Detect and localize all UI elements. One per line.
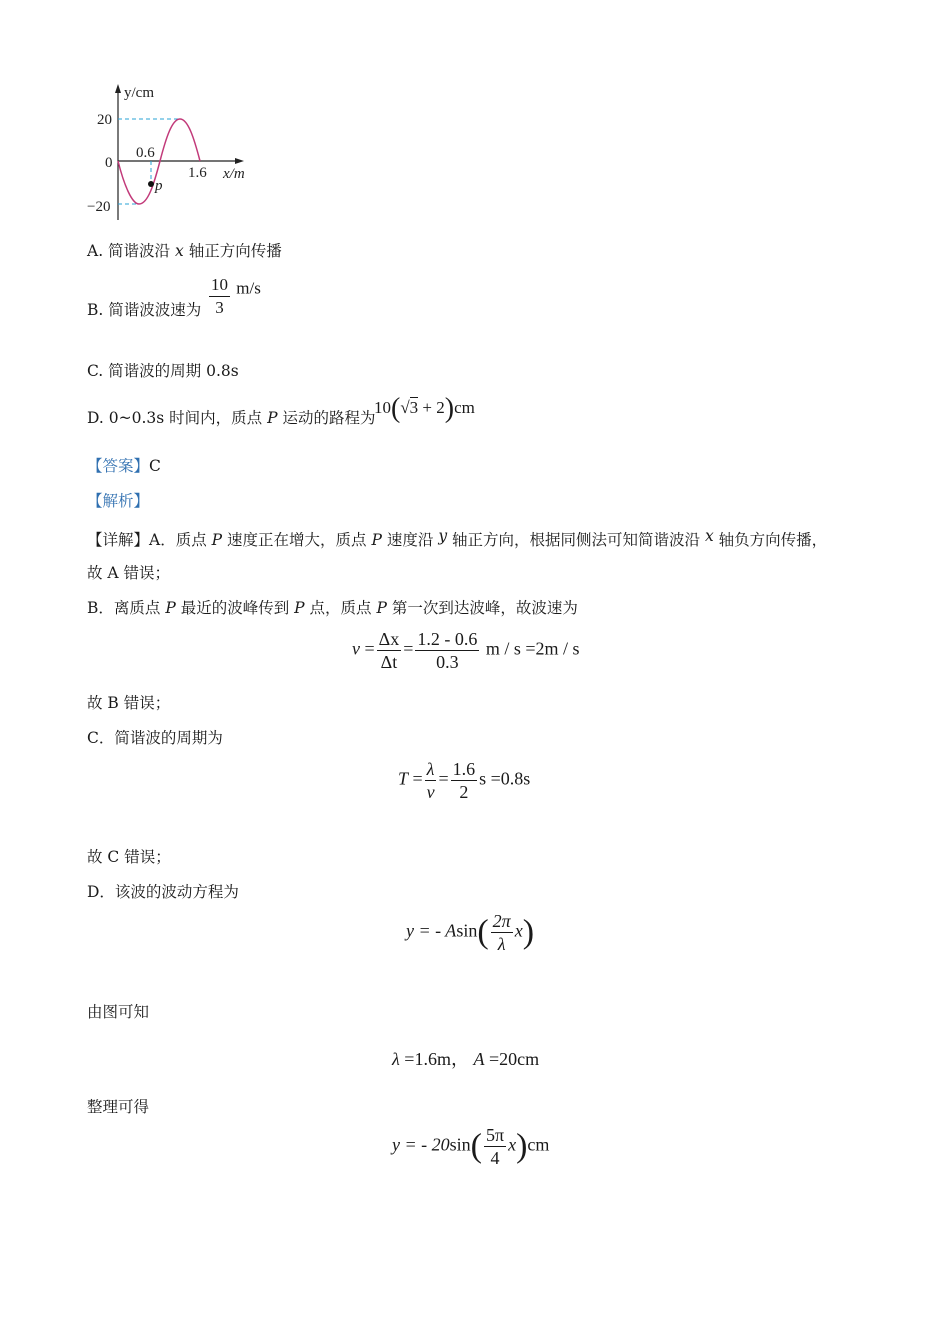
detail-c-conclusion: 故 C 错误； xyxy=(87,848,171,866)
eq-wave-num: 2π xyxy=(492,911,511,931)
tick-neg20: −20 xyxy=(87,199,111,215)
eq-wave-fn: sin xyxy=(456,920,478,941)
wave-graph xyxy=(80,80,280,225)
y-axis-label: y/cm xyxy=(124,85,154,101)
detail-a-text-5: 轴负方向传播， xyxy=(718,531,828,549)
detail-b-text-3: 点，质点 xyxy=(309,599,372,617)
y-axis-arrow xyxy=(115,84,121,93)
x-axis-arrow xyxy=(235,158,244,164)
eq-v-unit: m / s xyxy=(485,638,521,659)
equation-velocity: v = $\frac{\Delta x}{\Delta t}$ = $\frac{1.2 - 0.6}{0.3}$ m / s =2m / s xyxy=(352,629,580,672)
eq-v-den2: 0.3 xyxy=(436,652,459,672)
eq-lambda: λ xyxy=(392,1049,400,1069)
detail-b-line xyxy=(87,598,578,618)
detail-a-line xyxy=(87,526,827,550)
detail-a-text-1: A．质点 xyxy=(149,531,207,549)
point-p-label: p xyxy=(155,178,163,194)
x-axis-label: x/m xyxy=(223,166,245,182)
sqrt-sign: √ xyxy=(400,397,410,417)
answer-label: 【答案】 xyxy=(87,457,150,475)
wave-graph-svg xyxy=(80,80,280,225)
detail-b-p2: P xyxy=(294,599,305,617)
option-b-unit: m/s xyxy=(236,278,261,298)
option-b-den: 3 xyxy=(215,298,224,317)
detail-c-intro: C．简谐波的周期为 xyxy=(87,729,223,747)
eq-v-den1: Δt xyxy=(380,652,398,672)
option-a xyxy=(87,241,282,261)
eq-final-num: 5π xyxy=(485,1125,505,1145)
answer-value: C xyxy=(149,457,161,475)
eq-t-den2: 2 xyxy=(459,782,469,802)
option-d-mid: 运动的路程为 xyxy=(282,409,376,427)
equation-wave: y = - Asin( $\frac{2\pi}{\lambda}$ x) xyxy=(406,911,535,954)
option-d xyxy=(87,408,375,428)
eq-amp: A xyxy=(473,1049,485,1069)
option-d-coef: 10 xyxy=(374,397,391,417)
tick-0: 0 xyxy=(105,155,113,171)
eq-wave-lhs: y = - A xyxy=(406,920,457,941)
detail-a-conclusion: 故 A 错误； xyxy=(87,564,171,582)
option-b xyxy=(87,300,201,320)
detail-a-y: y xyxy=(438,527,448,545)
from-graph-text: 由图可知 xyxy=(87,1003,150,1021)
detail-b-text-2: 最近的波峰传到 xyxy=(180,599,290,617)
detail-a-p2: P xyxy=(371,531,382,549)
point-p xyxy=(148,181,154,187)
option-b-num: 10 xyxy=(209,274,230,297)
detail-a-x: x xyxy=(704,527,714,545)
detail-b-text-4: 第一次到达波峰，故波速为 xyxy=(391,599,578,617)
detail-b-p3: P xyxy=(376,599,387,617)
detail-a-text-4: 轴正方向，根据同侧法可知简谐波沿 xyxy=(452,531,701,549)
option-d-prefix: D. 0~0.3s 时间内，质点 xyxy=(87,409,263,427)
detail-b-text-1: B．离质点 xyxy=(87,599,161,617)
detail-d-intro: D．该波的波动方程为 xyxy=(87,883,239,901)
eq-final-lhs: y = - 20 xyxy=(392,1134,450,1155)
option-d-expression: 10(√3 + 2)cm xyxy=(374,393,475,424)
eq-v-num2: 1.2 - 0.6 xyxy=(417,629,478,649)
option-a-suffix: 轴正方向传播 xyxy=(188,242,282,260)
detail-a-text-2: 速度正在增大，质点 xyxy=(227,531,367,549)
organize-text: 整理可得 xyxy=(87,1098,150,1116)
eq-v-num1: Δx xyxy=(378,629,400,649)
option-d-var: P xyxy=(267,409,278,427)
option-a-var: x xyxy=(175,242,184,260)
detail-b-conclusion: 故 B 错误； xyxy=(87,694,171,712)
analysis-label: 【解析】 xyxy=(87,492,150,510)
eq-t-result: s =0.8s xyxy=(479,768,531,789)
eq-wave-var: x xyxy=(514,920,523,941)
option-b-fraction xyxy=(207,274,261,319)
tick-1-6: 1.6 xyxy=(188,165,207,181)
option-d-sqrt: 3 xyxy=(409,397,419,417)
equation-period: T = $\frac{\lambda}{v}$ = $\frac{1.6}{2}$ s =0.8s xyxy=(398,759,531,802)
eq-t-num2: 1.6 xyxy=(452,759,476,779)
detail-label: 【详解】 xyxy=(87,531,150,549)
equation-params xyxy=(392,1045,539,1071)
tick-20: 20 xyxy=(97,112,112,128)
detail-b-p1: P xyxy=(165,599,176,617)
eq-t-lhs: T xyxy=(398,768,409,789)
eq-amp-val: =20cm xyxy=(488,1049,540,1069)
eq-lambda-val: =1.6m， xyxy=(404,1049,469,1069)
eq-final-unit: cm xyxy=(527,1134,550,1155)
detail-a-text-3: 速度沿 xyxy=(386,531,434,549)
option-a-prefix: A. 简谐波沿 xyxy=(87,242,171,260)
equation-final: y = - 20sin( $\frac{5\pi}{4}$ x)cm xyxy=(392,1125,550,1168)
option-b-prefix: B. 简谐波波速为 xyxy=(87,301,202,319)
detail-a-p1: P xyxy=(211,531,223,549)
answer-line xyxy=(87,456,161,476)
option-d-unit: cm xyxy=(454,397,475,417)
option-d-plus: + 2 xyxy=(422,397,445,417)
tick-0-6: 0.6 xyxy=(136,145,155,161)
eq-v-result: =2m / s xyxy=(525,638,580,659)
eq-t-den1: v xyxy=(426,782,435,802)
eq-final-den: 4 xyxy=(490,1148,500,1168)
option-c-text: C. 简谐波的周期 0.8s xyxy=(87,362,239,380)
eq-final-fn: sin xyxy=(449,1134,471,1155)
eq-wave-den: λ xyxy=(497,934,506,954)
eq-final-var: x xyxy=(508,1134,517,1155)
eq-v-lhs: v xyxy=(352,638,360,659)
option-c xyxy=(87,361,239,381)
eq-t-num1: λ xyxy=(426,759,435,779)
